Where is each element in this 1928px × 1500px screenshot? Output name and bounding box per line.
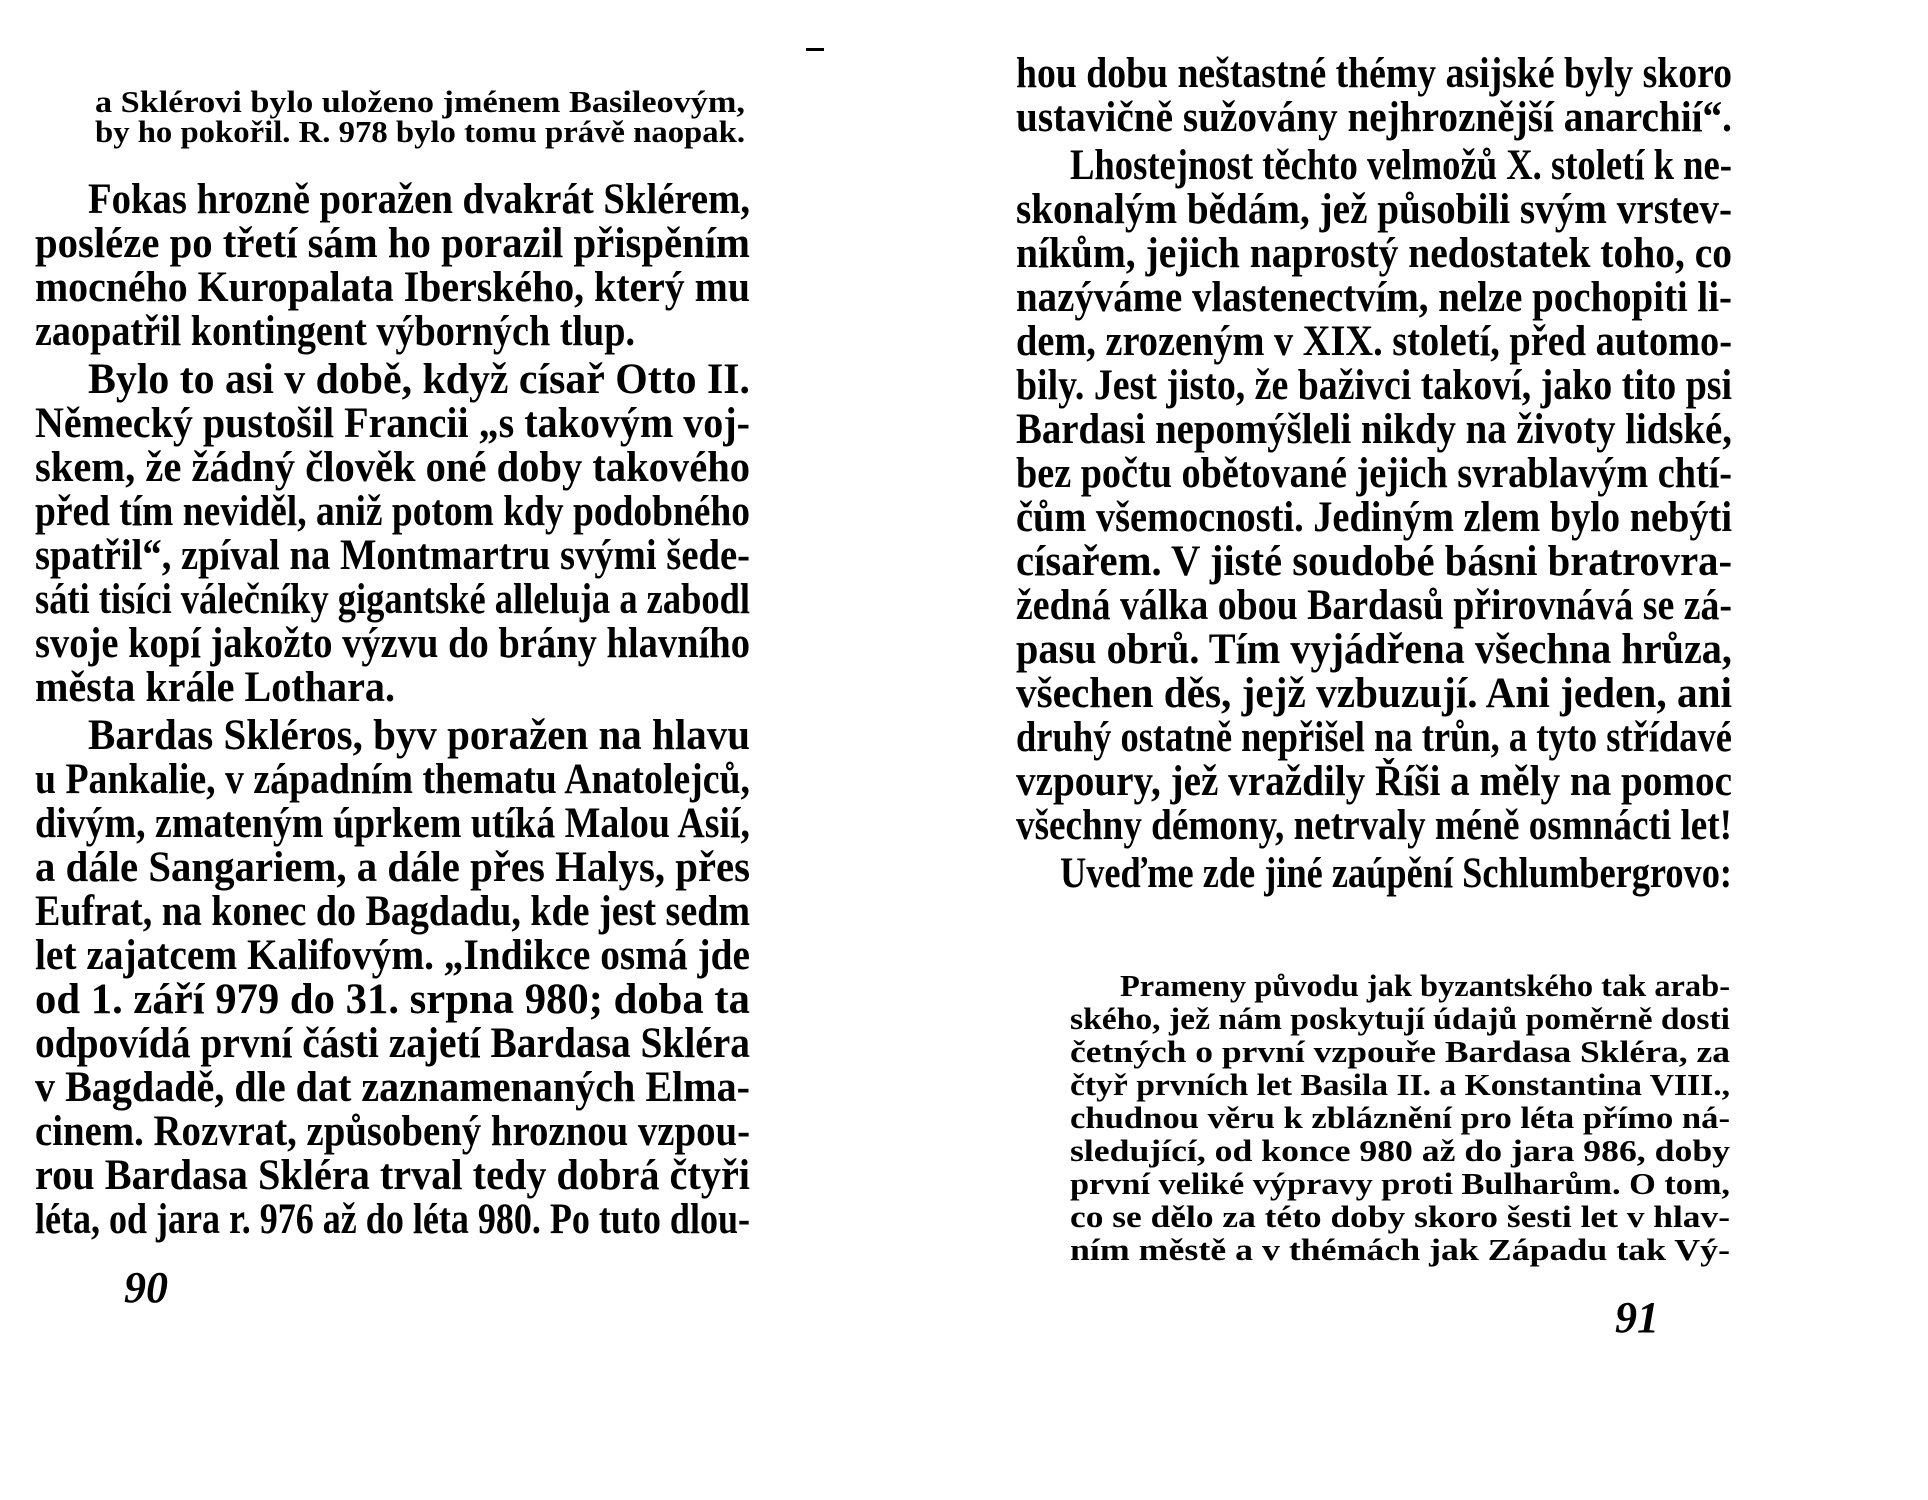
quote-line: čtyř prvních let Basila II. a Konstantina VIII., (1070, 1067, 1730, 1102)
text-line: Bardas Skléros, byv poražen na hlavu (88, 712, 750, 759)
text-line: svoje kopí jakožto výzvu do brány hlavního (35, 620, 750, 667)
text-line: císařem. V jisté soudobé básni bratrovra- (1016, 538, 1732, 585)
text-line: sáti tisíci válečníky gigantské alleluja a zabodl (35, 576, 750, 623)
page-number: 90 (124, 1263, 168, 1312)
quote-line: Prameny původu jak byzantského tak arab- (1120, 968, 1730, 1003)
text-line: skonalým bědám, jež působili svým vrstev- (1016, 186, 1732, 233)
text-line: skem, že žádný člověk oné doby takového (35, 444, 750, 491)
quote-line: co se dělo za této doby skoro šesti let v hlav- (1070, 1199, 1730, 1234)
text-line: dem, zrozeným v XIX. století, před automo- (1016, 318, 1732, 365)
right-page (964, 0, 1928, 1500)
text-line: Uveďme zde jiné zaúpění Schlumbergrovo: (1060, 850, 1732, 897)
text-line: spatřil“, zpíval na Montmartru svými šede- (35, 532, 750, 579)
text-line: mocného Kuropalata Iberského, který mu (35, 264, 750, 311)
text-line: před tím neviděl, aniž potom kdy podobného (35, 488, 750, 535)
text-line: Bardasi nepomýšleli nikdy na životy lidské, (1016, 406, 1732, 453)
text-line: rou Bardasa Skléra trval tedy dobrá čtyři (35, 1152, 750, 1199)
text-line: druhý ostatně nepřišel na trůn, a tyto střídavé (1016, 714, 1732, 761)
text-line: a dále Sangariem, a dále přes Halys, přes (35, 844, 750, 891)
text-line: Bylo to asi v době, když císař Otto II. (88, 356, 750, 403)
text-line: vzpoury, jež vraždily Říši a měly na pomoc (1016, 758, 1732, 805)
quote-line: první veliké výpravy proti Bulharům. O tom, (1070, 1166, 1730, 1201)
quote-line: chudnou věru k zbláznění pro léta přímo ná- (1070, 1100, 1730, 1135)
quote-line: sledující, od konce 980 až do jara 986, doby (1070, 1133, 1730, 1168)
text-line: níkům, jejich naprostý nedostatek toho, co (1016, 230, 1732, 277)
page-number: 91 (1615, 1293, 1659, 1342)
text-line: nazýváme vlastenectvím, nelze pochopiti li- (1016, 274, 1732, 321)
text-line: pasu obrů. Tím vyjádřena všechna hrůza, (1016, 626, 1732, 673)
text-line: léta, od jara r. 976 až do léta 980. Po tuto dlou- (35, 1196, 750, 1243)
quote-line: a Sklérovi bylo uloženo jménem Basileovým, (95, 84, 745, 119)
text-line: Německý pustošil Francii „s takovým voj- (35, 400, 750, 447)
text-line: odpovídá první části zajetí Bardasa Skléra (35, 1020, 750, 1067)
top-mark (806, 48, 824, 51)
text-line: všechen děs, jejž vzbuzují. Ani jeden, ani (1016, 670, 1732, 717)
text-line: divým, zmateným úprkem utíká Malou Asií, (35, 800, 750, 847)
text-line: zaopatřil kontingent výborných tlup. (35, 308, 635, 355)
text-line: od 1. září 979 do 31. srpna 980; doba ta (35, 976, 750, 1023)
quote-line: ského, jež nám poskytují údajů poměrně dosti (1070, 1001, 1730, 1036)
text-line: cinem. Rozvrat, způsobený hroznou vzpou- (35, 1108, 750, 1155)
quote-line: ním městě a v thémách jak Západu tak Vý- (1070, 1232, 1730, 1267)
text-line: města krále Lothara. (35, 664, 395, 711)
text-line: čům všemocnosti. Jediným zlem bylo nebýti (1016, 494, 1732, 541)
text-line: žedná válka obou Bardasů přirovnává se zá- (1016, 582, 1732, 629)
text-line: let zajatcem Kalifovým. „Indikce osmá jde (35, 932, 750, 979)
quote-line: četných o první vzpouře Bardasa Skléra, za (1070, 1034, 1730, 1069)
text-line: Fokas hrozně poražen dvakrát Sklérem, (88, 176, 750, 223)
text-line: Eufrat, na konec do Bagdadu, kde jest sedm (35, 888, 750, 935)
text-line: hou dobu neštastné thémy asijské byly skoro (1016, 50, 1732, 97)
text-line: Lhostejnost těchto velmožů X. století k ne- (1070, 142, 1732, 189)
text-line: bily. Jest jisto, že baživci takoví, jako tito psi (1016, 362, 1732, 409)
text-line: ustavičně sužovány nejhroznější anarchií“. (1016, 94, 1732, 141)
text-line: bez počtu obětované jejich svrablavým chtí- (1016, 450, 1732, 497)
text-line: posléze po třetí sám ho porazil přispěním (35, 220, 750, 267)
text-line: všechny démony, netrvaly méně osmnácti let! (1016, 802, 1732, 849)
text-line: v Bagdadě, dle dat zaznamenaných Elma- (35, 1064, 750, 1111)
quote-line: by ho pokořil. R. 978 bylo tomu právě naopak. (95, 114, 745, 149)
text-line: u Pankalie, v západním thematu Anatolejců, (35, 756, 750, 803)
